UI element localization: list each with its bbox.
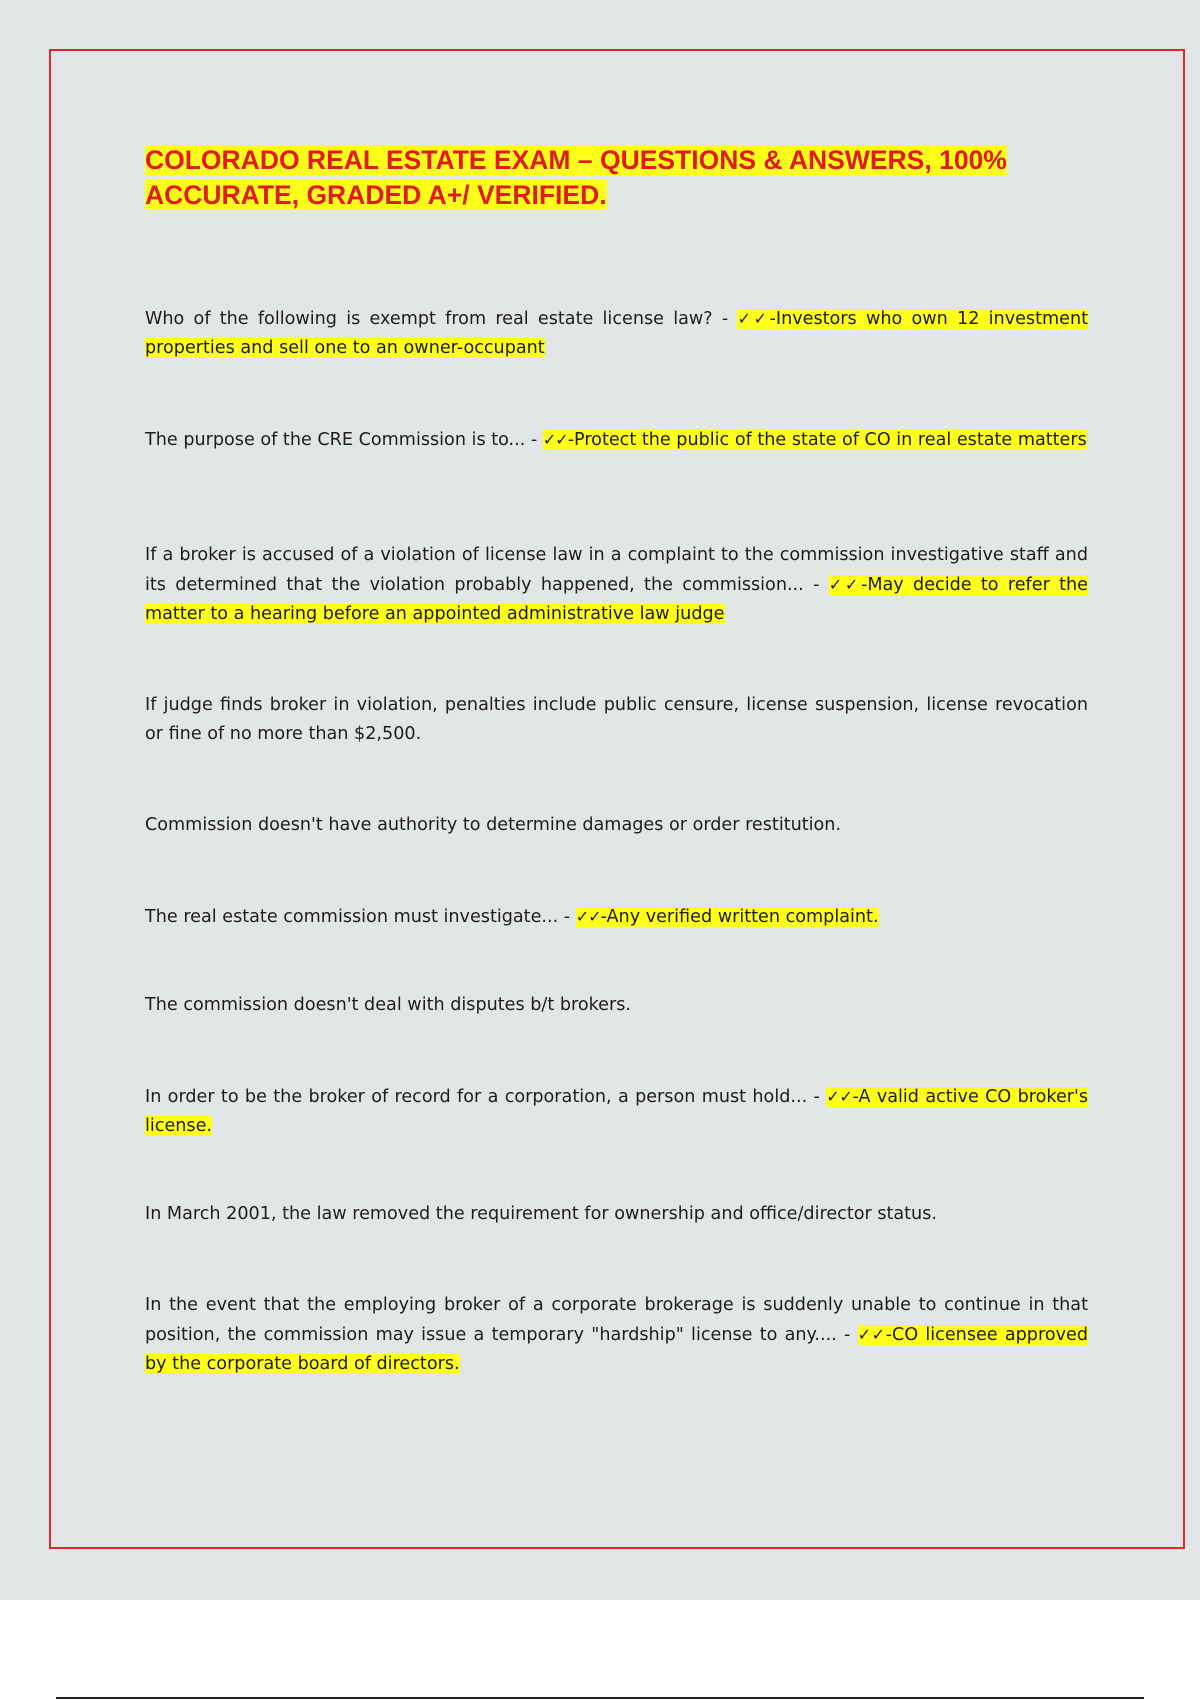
question-text: Who of the following is exempt from real estate license law? -	[145, 309, 738, 329]
qa-entry	[145, 541, 1088, 629]
qa-entry	[145, 304, 1088, 363]
qa-entry	[145, 1291, 1088, 1379]
answer-text: -A valid active CO broker's license.	[145, 1087, 1089, 1136]
double-check-icon: ✓✓	[828, 575, 861, 594]
qa-entry	[145, 991, 1088, 1020]
double-check-icon: ✓✓	[826, 1087, 853, 1106]
question-text: The real estate commission must investigate... -	[145, 907, 576, 927]
note-text: Commission doesn't have authority to determine damages or order restitution.	[145, 815, 842, 835]
title-highlight: COLORADO REAL ESTATE EXAM – QUESTIONS & ANSWERS, 100% ACCURATE, GRADED A+/ VERIFIED.	[145, 145, 1007, 210]
question-text: In the event that the employing broker of a corporate brokerage is suddenly unable to continue in that position, the commission may issue a temporary "hardship" license to any.... -	[145, 1295, 1088, 1345]
answer-text: -Investors who own 12 investment properties and sell one to an owner-occupant	[145, 309, 1089, 358]
answer-text: -Protect the public of the state of CO in real estate matters	[567, 430, 1087, 450]
question-text: The purpose of the CRE Commission is to... -	[145, 430, 543, 450]
footer-divider	[56, 1697, 1144, 1699]
qa-entry	[145, 1200, 1088, 1229]
note-text: If judge finds broker in violation, penalties include public censure, license suspension, license revocation or fine of no more than $2,500.	[145, 695, 1088, 744]
answer-highlight	[576, 907, 879, 927]
qa-entry	[145, 811, 1088, 840]
double-check-icon: ✓✓	[857, 1325, 886, 1344]
answer-text: -Any verified written complaint.	[600, 907, 879, 927]
document-title	[145, 143, 1093, 213]
double-check-icon: ✓✓	[737, 309, 770, 328]
question-text: In order to be the broker of record for a corporation, a person must hold... -	[145, 1087, 827, 1107]
double-check-icon: ✓✓	[542, 430, 568, 449]
qa-entry	[145, 691, 1088, 749]
qa-entry	[145, 425, 1088, 455]
answer-text: -CO licensee approved by the corporate board of directors.	[145, 1325, 1088, 1374]
question-text: If a broker is accused of a violation of license law in a complaint to the commission investigative staff and its determined that the violation probably happened, the commission... -	[145, 545, 1088, 595]
qa-entry	[145, 1082, 1088, 1141]
answer-highlight	[543, 430, 1087, 450]
double-check-icon: ✓✓	[575, 907, 601, 926]
title-block	[145, 143, 1093, 213]
note-text: In March 2001, the law removed the requirement for ownership and office/director status.	[145, 1204, 937, 1224]
answer-text: -May decide to refer the matter to a hearing before an appointed administrative law judge	[145, 575, 1088, 624]
qa-entry	[145, 902, 1088, 932]
note-text: The commission doesn't deal with disputes b/t brokers.	[145, 995, 631, 1015]
